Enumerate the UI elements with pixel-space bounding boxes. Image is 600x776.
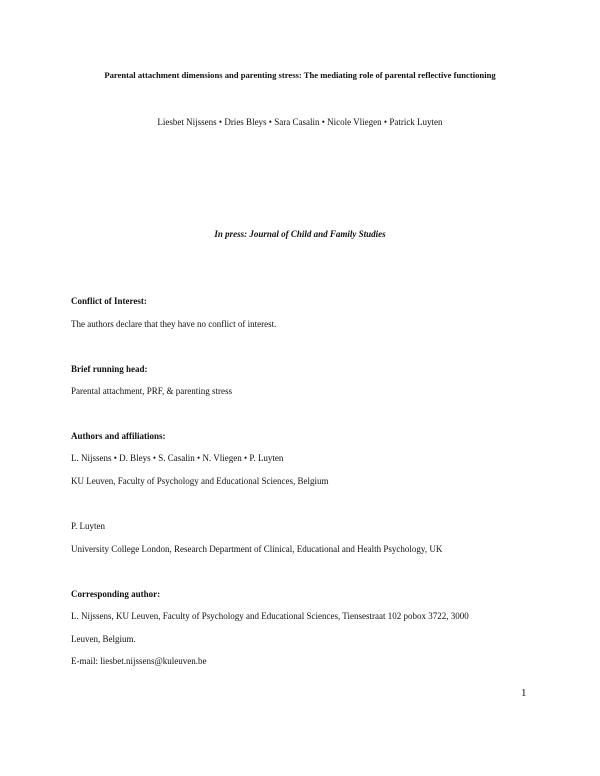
corresponding-address-line-1: L. Nijssens, KU Leuven, Faculty of Psychology and Educational Sciences, Tiensestraat 102 pobox 3722, 3000 — [71, 611, 469, 621]
corresponding-email: E-mail: liesbet.nijssens@kuleuven.be — [71, 656, 207, 666]
conflict-text: The authors declare that they have no conflict of interest. — [71, 319, 277, 329]
corresponding-heading: Corresponding author: — [71, 589, 161, 599]
affiliation-author-2: P. Luyten — [71, 521, 106, 531]
corresponding-address-line-2: Leuven, Belgium. — [71, 634, 136, 644]
page-number: 1 — [521, 687, 527, 699]
author-list: Liesbet Nijssens • Dries Bleys • Sara Casalin • Nicole Vliegen • Patrick Luyten — [157, 117, 443, 127]
running-head-heading: Brief running head: — [71, 364, 148, 374]
paper-title: Parental attachment dimensions and parenting stress: The mediating role of parental reflective functioning — [104, 70, 496, 80]
affiliation-1: KU Leuven, Faculty of Psychology and Educational Sciences, Belgium — [71, 476, 329, 486]
conflict-heading: Conflict of Interest: — [71, 296, 147, 306]
affiliation-2: University College London, Research Department of Clinical, Educational and Health Psychology, UK — [71, 544, 443, 554]
running-head-text: Parental attachment, PRF, & parenting stress — [71, 386, 232, 396]
affiliations-authors: L. Nijssens • D. Bleys • S. Casalin • N. Vliegen • P. Luyten — [71, 453, 284, 463]
affiliations-heading: Authors and affiliations: — [71, 431, 166, 441]
publication-status: In press: Journal of Child and Family Studies — [214, 229, 386, 239]
